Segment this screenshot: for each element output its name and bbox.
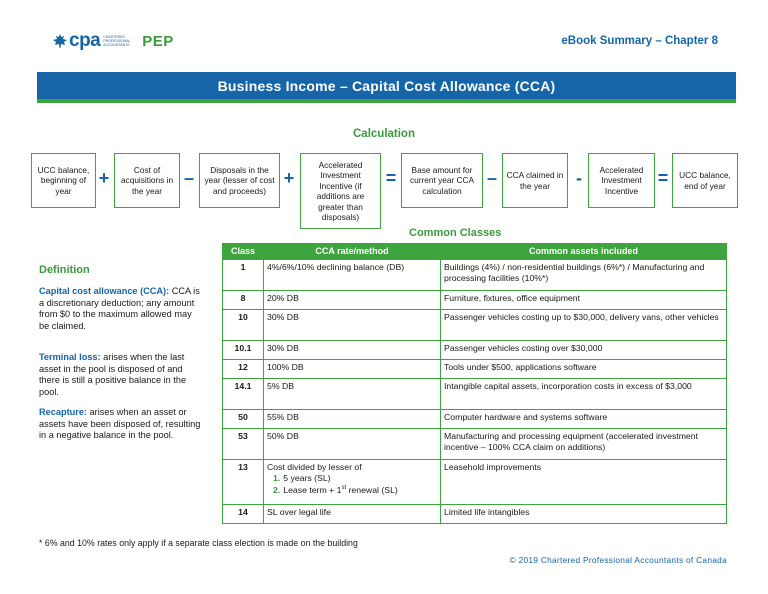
class-cell: 10 <box>223 310 264 341</box>
cca-classes-table <box>222 243 727 524</box>
class-cell: 8 <box>223 291 264 310</box>
cpa-logo <box>53 30 174 52</box>
ordinal-suffix: st <box>341 485 347 491</box>
rate-cell: 55% DB <box>264 410 441 429</box>
definition-term: Capital cost allowance (CCA): <box>39 286 170 296</box>
rate-cell: 50% DB <box>264 429 441 460</box>
class-cell: 12 <box>223 360 264 379</box>
table-row <box>223 460 727 505</box>
definition-cca <box>39 286 203 332</box>
rate-cell: 4%/6%/10% declining balance (DB) <box>264 260 441 291</box>
rate-cell <box>264 460 441 505</box>
assets-cell: Buildings (4%) / non-residential buildings (6%*) / Manufacturing and processing facilities (10%*) <box>441 260 727 291</box>
ebook-label: eBook Summary – Chapter 8 <box>561 35 718 47</box>
calc-box-aii-addition: Accelerated Investment Incentive (if additions are greater than disposals) <box>300 153 381 229</box>
column-header-assets: Common assets included <box>441 244 727 260</box>
class-cell: 53 <box>223 429 264 460</box>
table-row <box>223 310 727 341</box>
plus-operator: + <box>283 168 295 188</box>
calc-box-aii: Accelerated Investment Incentive <box>588 153 655 208</box>
definition-text: arises when the last asset in the pool is disposed of and there is still a positive balance in the pool. <box>39 352 187 397</box>
table-row <box>223 341 727 360</box>
column-header-class: Class <box>223 244 264 260</box>
definition-terminal-loss <box>39 352 203 398</box>
table-row <box>223 505 727 524</box>
definition-recapture <box>39 407 203 442</box>
calc-box-disposals: Disposals in the year (lesser of cost and proceeds) <box>199 153 280 208</box>
rate-cell: 100% DB <box>264 360 441 379</box>
assets-cell: Tools under $500, applications software <box>441 360 727 379</box>
minus-operator: – <box>486 168 497 188</box>
rate-cell: 30% DB <box>264 310 441 341</box>
calc-box-cca-claimed: CCA claimed in the year <box>502 153 568 208</box>
rate-cell: SL over legal life <box>264 505 441 524</box>
list-item <box>267 473 437 484</box>
definition-text: arises when an asset or assets have been disposed of, resulting in a negative balance in the pool. <box>39 407 201 440</box>
rate-cell: 20% DB <box>264 291 441 310</box>
assets-cell: Intangible capital assets, incorporation costs in excess of $3,000 <box>441 379 727 410</box>
table-row <box>223 291 727 310</box>
assets-cell: Passenger vehicles costing over $30,000 <box>441 341 727 360</box>
assets-cell: Computer hardware and systems software <box>441 410 727 429</box>
definition-term: Terminal loss: <box>39 352 101 362</box>
definition-term: Recapture: <box>39 407 87 417</box>
assets-cell: Passenger vehicles costing up to $30,000, delivery vans, other vehicles <box>441 310 727 341</box>
list-item <box>267 483 437 495</box>
logo-program: PEP <box>142 32 174 50</box>
assets-cell: Furniture, fixtures, office equipment <box>441 291 727 310</box>
table-row <box>223 429 727 460</box>
table-row <box>223 379 727 410</box>
list-text: Lease term + 1st renewal (SL) <box>283 484 398 495</box>
logo-subtext: CHARTERED PROFESSIONAL ACCOUNTANTS <box>103 35 131 47</box>
equals-operator: = <box>657 168 669 188</box>
logo-text: cpa <box>69 30 101 51</box>
table-row <box>223 360 727 379</box>
class-cell: 13 <box>223 460 264 505</box>
rate-cell: 5% DB <box>264 379 441 410</box>
class-cell: 50 <box>223 410 264 429</box>
plus-operator: + <box>98 168 110 188</box>
list-number: 2. <box>273 484 281 495</box>
minus-operator: – <box>183 168 194 188</box>
list-number: 1. <box>273 472 281 483</box>
footnote: * 6% and 10% rates only apply if a separate class election is made on the building <box>39 538 358 548</box>
calculation-title: Calculation <box>353 128 415 140</box>
rate-list <box>267 473 437 496</box>
calc-box-ucc-beginning: UCC balance, beginning of year <box>31 153 96 208</box>
column-header-rate: CCA rate/method <box>264 244 441 260</box>
table-row <box>223 410 727 429</box>
definition-text: CCA is a discretionary deduction; any amount from $0 to the maximum allowed may be claimed. <box>39 286 200 331</box>
equals-operator: = <box>385 168 397 188</box>
definition-title: Definition <box>39 264 90 276</box>
class-cell: 14 <box>223 505 264 524</box>
calc-box-base-amount: Base amount for current year CCA calculation <box>401 153 483 208</box>
common-classes-title: Common Classes <box>409 227 502 239</box>
assets-cell: Limited life intangibles <box>441 505 727 524</box>
class-cell: 1 <box>223 260 264 291</box>
table-header-row <box>223 244 727 260</box>
page-title: Business Income – Capital Cost Allowance (CCA) <box>37 72 736 103</box>
maple-leaf-icon <box>53 34 67 48</box>
assets-cell: Manufacturing and processing equipment (accelerated investment incentive – 100% CCA claim on additions) <box>441 429 727 460</box>
table-row <box>223 260 727 291</box>
assets-cell: Leasehold improvements <box>441 460 727 505</box>
copyright: © 2019 Chartered Professional Accountants of Canada <box>509 555 727 565</box>
calc-box-acquisitions: Cost of acquisitions in the year <box>114 153 180 208</box>
minus-operator: - <box>576 168 582 188</box>
rate-cell: 30% DB <box>264 341 441 360</box>
calc-box-ucc-end: UCC balance, end of year <box>672 153 738 208</box>
rate-text: Cost divided by lesser of <box>267 462 362 472</box>
class-cell: 14.1 <box>223 379 264 410</box>
class-cell: 10.1 <box>223 341 264 360</box>
list-text: 5 years (SL) <box>283 472 331 483</box>
